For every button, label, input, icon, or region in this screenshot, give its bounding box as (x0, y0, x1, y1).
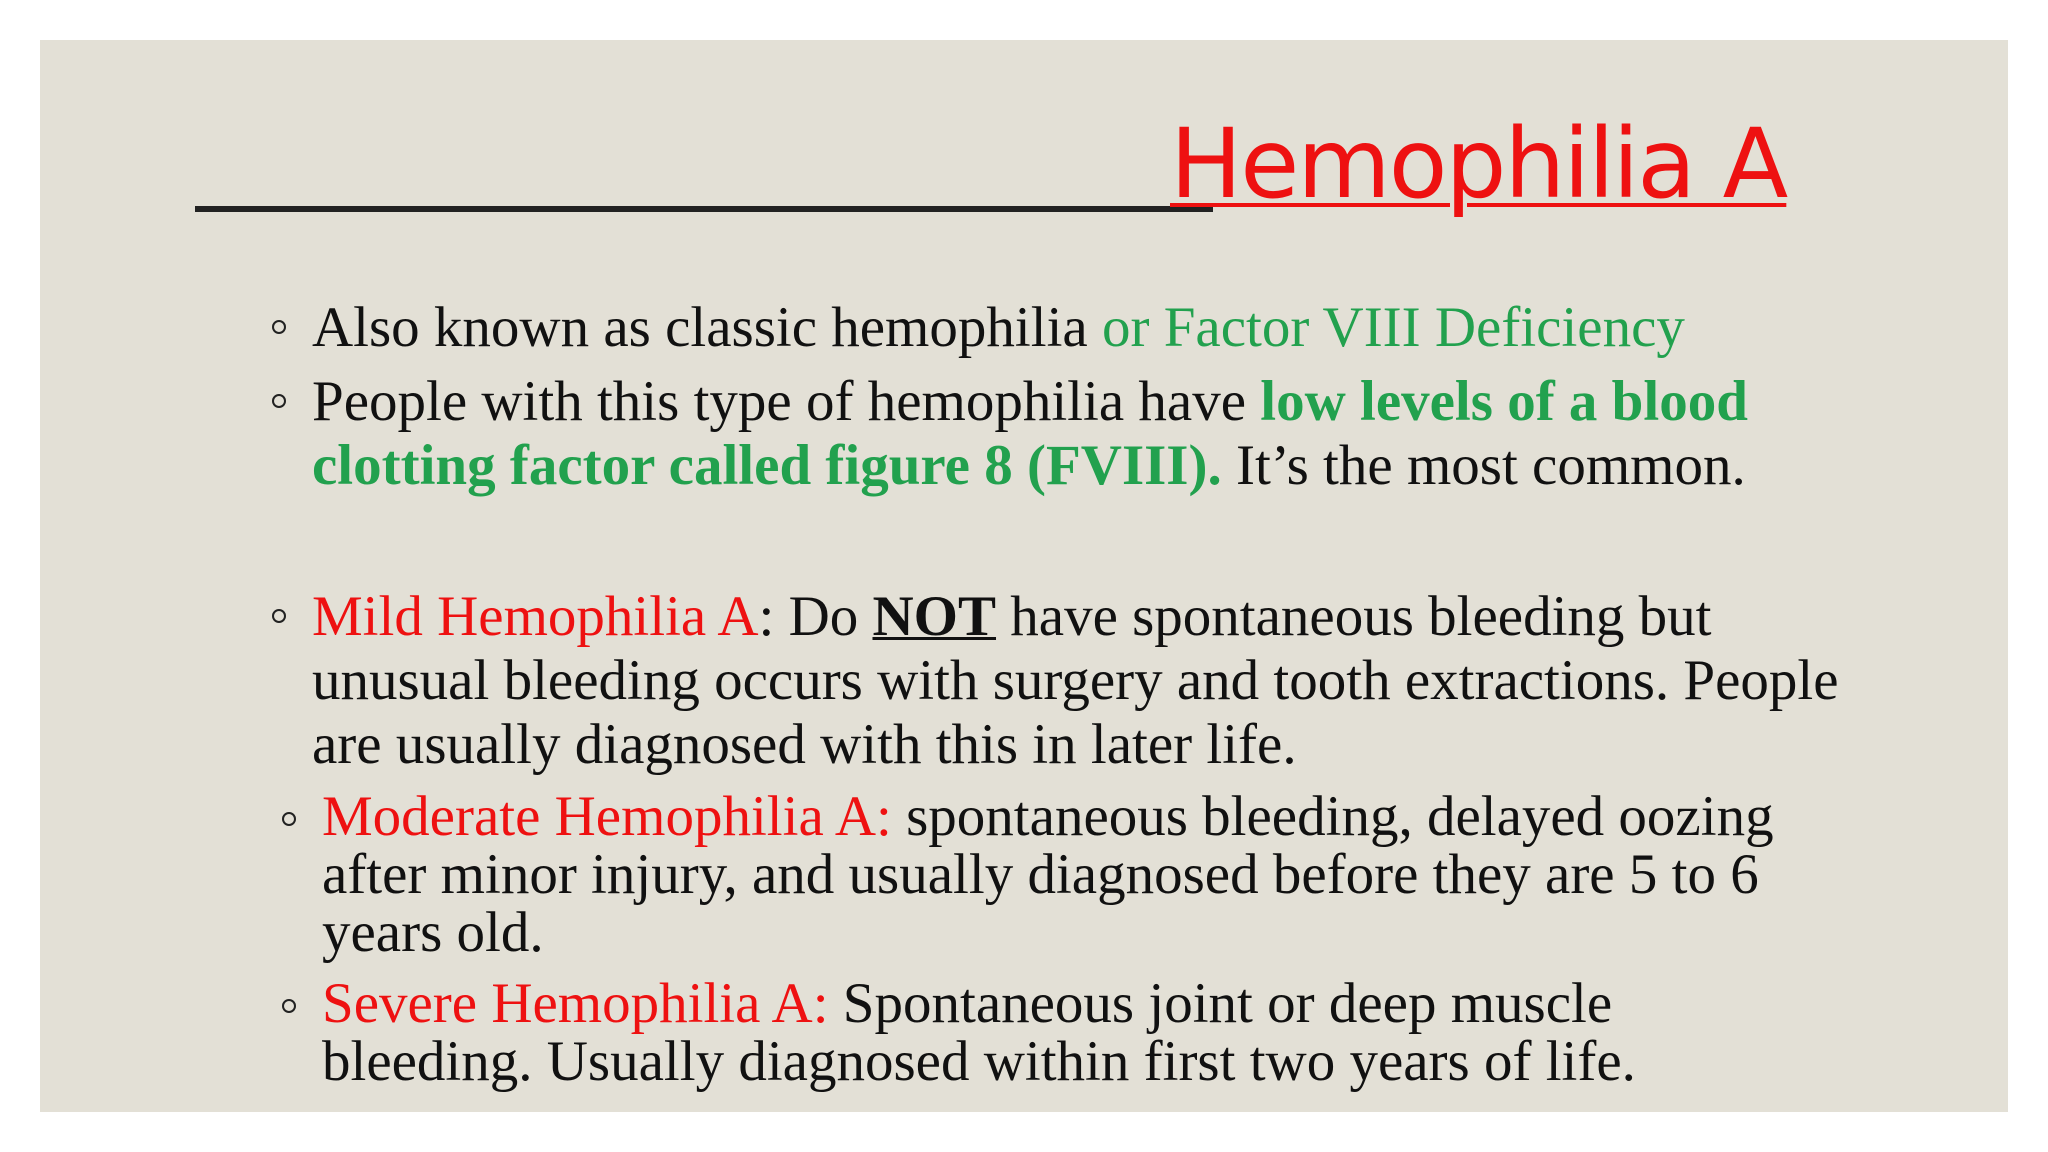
severe-description: Spontaneous joint or deep muscle bleeding. Usually diagnosed within first two years of life. (322, 972, 1636, 1093)
bullet-text (322, 785, 1882, 964)
most-common-text: It’s the most common. (1221, 434, 1746, 497)
severe-label: Severe Hemophilia A: (322, 972, 829, 1035)
bullet-text (312, 370, 1872, 498)
bullet-plain-text: People with this type of hemophilia have (312, 370, 1261, 433)
circle-bullet-icon (282, 812, 296, 826)
bullet-item-mild (272, 585, 1852, 777)
mild-label: Mild Hemophilia A (312, 585, 759, 648)
moderate-label: Moderate Hemophilia A: (322, 785, 892, 848)
mild-description: have spontaneous bleeding but unusual bleeding occurs with surgery and tooth extractions. People are usually diagnosed with this in later life. (312, 585, 1839, 776)
bullet-text (322, 972, 1822, 1093)
mild-pre-text: : Do (758, 585, 873, 648)
bullet-item-people (272, 370, 1872, 498)
circle-bullet-icon (272, 320, 286, 334)
bullet-item-moderate (282, 785, 1882, 964)
bullet-item-aka (272, 296, 1872, 360)
circle-bullet-icon (282, 999, 296, 1013)
bullet-text (312, 296, 1872, 360)
bullet-plain-text: Also known as classic hemophilia (312, 296, 1102, 359)
circle-bullet-icon (272, 394, 286, 408)
slide (40, 40, 2008, 1112)
moderate-description: spontaneous bleeding, delayed oozing after minor injury, and usually diagnosed before they are 5 to 6 years old. (322, 785, 1774, 964)
slide-title: Hemophilia A (1170, 108, 1787, 220)
clotting-factor-text: low levels of a blood clotting factor called figure 8 (FVIII). (312, 370, 1748, 497)
circle-bullet-icon (272, 609, 286, 623)
bullet-list (40, 40, 2008, 1112)
bullet-item-severe (282, 972, 1822, 1093)
not-emphasis: NOT (872, 585, 997, 648)
bullet-text (312, 585, 1852, 777)
factor-viii-text: or Factor VIII Deficiency (1101, 296, 1685, 359)
